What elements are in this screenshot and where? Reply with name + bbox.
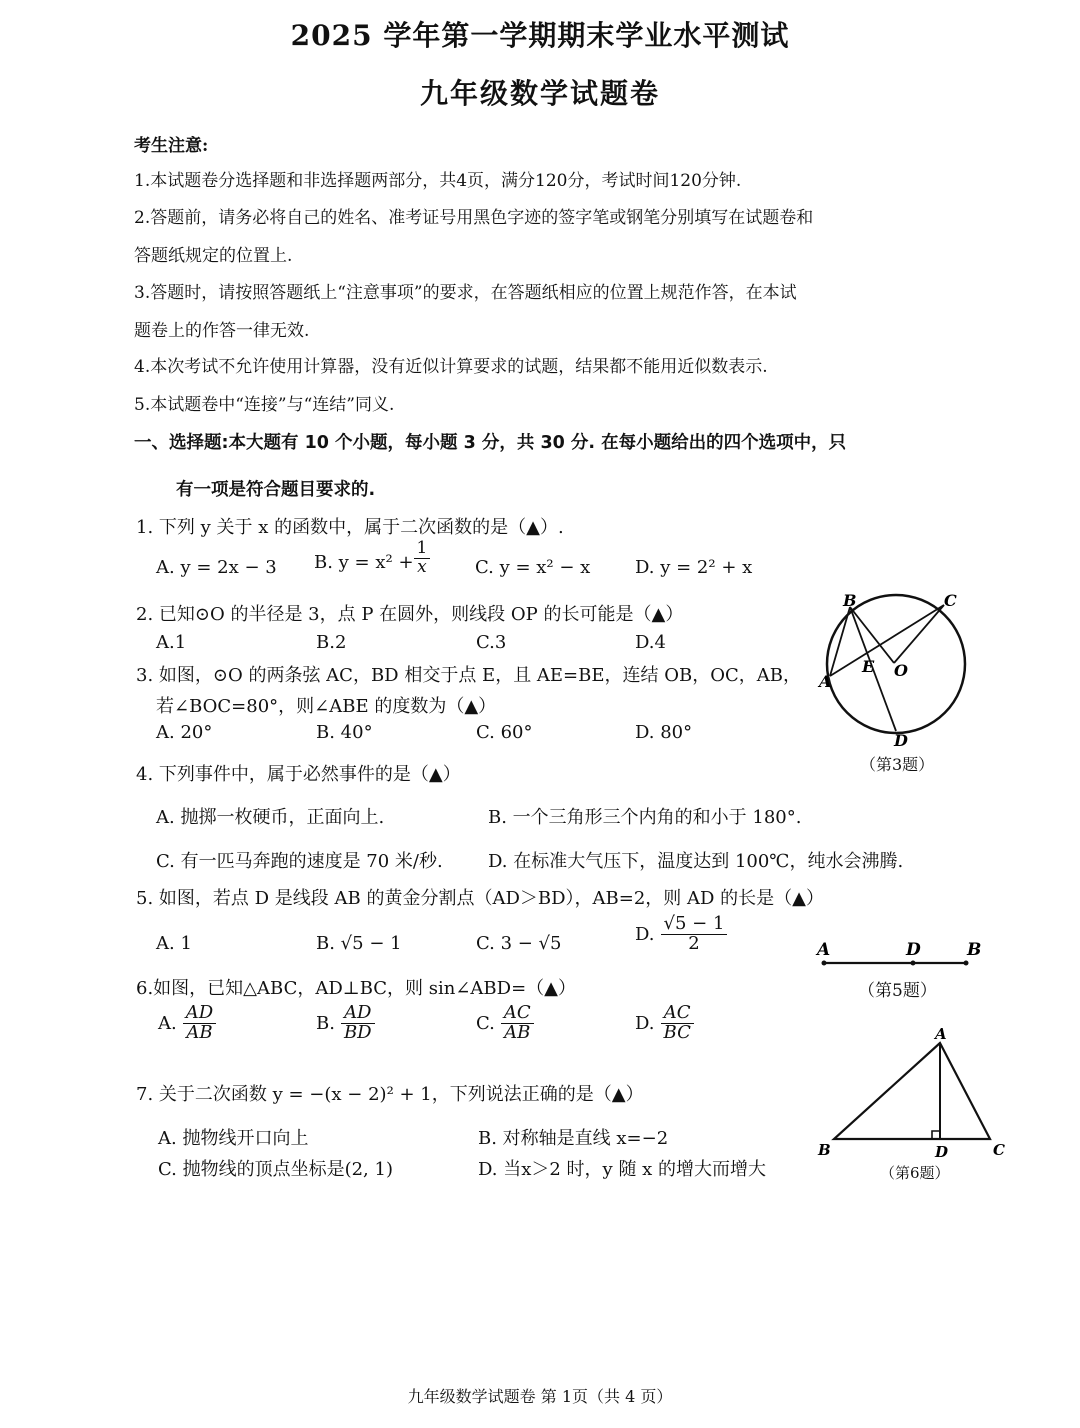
q5-point-a xyxy=(822,961,827,966)
q3-stem-line2: 若∠BOC=80°，则∠ABE 的度数为（▲） xyxy=(156,696,497,717)
q6-option-d xyxy=(635,1004,694,1043)
exam-title: 2025 学年第一学期期末学业水平测试 xyxy=(290,19,790,52)
q2-option-c: C.3 xyxy=(476,632,507,653)
q7-option-d: D. 当x＞2 时，y 随 x 的增大而增大 xyxy=(478,1159,767,1180)
q5-label-a: A xyxy=(817,940,831,960)
q6-option-b-denominator: BD xyxy=(343,1021,372,1043)
q3-label-c: C xyxy=(944,591,957,610)
q5-stem: 5. 如图，若点 D 是线段 AB 的黄金分割点（AD＞BD），AB=2，则 AD 的长是（▲） xyxy=(136,888,825,909)
q5-option-d-prefix: D. xyxy=(635,923,655,945)
q3-label-d: D xyxy=(894,731,908,748)
q1-option-b-denominator: x xyxy=(417,556,427,577)
notice-item: 题卷上的作答一律无效. xyxy=(134,321,310,341)
q5-option-b: B. √5 − 1 xyxy=(316,933,402,954)
q6-option-c-prefix: C. xyxy=(476,1012,495,1034)
q7-option-c: C. 抛物线的顶点坐标是(2, 1) xyxy=(158,1159,393,1180)
q6-option-a xyxy=(158,1004,216,1043)
q4-option-c: C. 有一匹马奔跑的速度是 70 米/秒. xyxy=(156,851,443,872)
q6-label-d: D xyxy=(935,1143,949,1161)
q1-option-b-prefix: B. y = x² + xyxy=(314,551,414,573)
q6-right-angle-mark xyxy=(932,1131,940,1139)
q5-point-b xyxy=(964,961,969,966)
exam-subtitle: 九年级数学试题卷 xyxy=(419,77,660,110)
q1-option-b-numerator: 1 xyxy=(414,540,431,559)
q5-option-a: A. 1 xyxy=(156,933,192,954)
q6-caption: （第6题） xyxy=(880,1164,950,1182)
q6-option-a-prefix: A. xyxy=(158,1012,177,1034)
q6-label-a: A xyxy=(935,1025,947,1043)
q3-segment-oc xyxy=(894,605,944,663)
q6-stem: 6.如图，已知△ABC，AD⊥BC，则 sin∠ABD=（▲） xyxy=(136,978,577,999)
q4-stem: 4. 下列事件中，属于必然事件的是（▲） xyxy=(136,764,461,785)
notice-item: 答题纸规定的位置上. xyxy=(134,246,293,266)
q5-option-d-fraction xyxy=(661,915,728,954)
q5-option-d-denominator: 2 xyxy=(688,932,700,954)
q5-label-b: B xyxy=(967,940,982,960)
q6-option-a-numerator: AD xyxy=(183,1004,216,1024)
q6-option-d-numerator: AC xyxy=(661,1004,694,1024)
q1-option-a: A. y = 2x − 3 xyxy=(156,557,277,578)
q6-option-d-prefix: D. xyxy=(635,1012,655,1034)
notice-item: 5.本试题卷中“连接”与“连结”同义. xyxy=(134,395,395,415)
q1-option-c: C. y = x² − x xyxy=(475,557,591,578)
q7-option-b: B. 对称轴是直线 x=−2 xyxy=(478,1128,669,1149)
q6-option-b xyxy=(316,1004,375,1043)
q2-stem: 2. 已知⊙O 的半径是 3，点 P 在圆外，则线段 OP 的长可能是（▲） xyxy=(136,604,684,625)
q1-option-b xyxy=(314,540,430,577)
q5-option-d xyxy=(635,915,727,954)
q1-option-b-fraction xyxy=(414,540,431,577)
q5-segment-figure xyxy=(810,935,985,975)
q6-option-b-numerator: AD xyxy=(341,1004,374,1024)
q5-option-d-numerator: √5 − 1 xyxy=(661,915,728,935)
q2-option-d: D.4 xyxy=(635,632,666,653)
q7-option-a: A. 抛物线开口向上 xyxy=(158,1128,309,1149)
notice-item: 1.本试题卷分选择题和非选择题两部分，共4页，满分120分，考试时间120分钟. xyxy=(134,171,742,191)
q3-segment-ob xyxy=(850,607,894,663)
q7-stem: 7. 关于二次函数 y = −(x − 2)² + 1，下列说法正确的是（▲） xyxy=(136,1084,644,1105)
q3-stem-line1: 3. 如图，⊙O 的两条弦 AC，BD 相交于点 E，且 AE=BE，连结 OB，OC，AB， xyxy=(136,665,801,686)
q6-label-b: B xyxy=(818,1141,831,1159)
q4-option-b: B. 一个三角形三个内角的和小于 180°. xyxy=(488,807,802,828)
q3-option-a: A. 20° xyxy=(156,722,213,743)
q3-caption: （第3题） xyxy=(860,755,935,774)
q1-option-d: D. y = 2² + x xyxy=(635,557,753,578)
q5-option-c: C. 3 − √5 xyxy=(476,933,562,954)
q3-label-b: B xyxy=(843,591,857,610)
q3-circle-figure xyxy=(810,588,980,748)
section-heading-line1: 一、选择题:本大题有 10 个小题，每小题 3 分，共 30 分. 在每小题给出的四个选项中，只 xyxy=(134,433,847,453)
notice-item: 2.答题前，请务必将自己的姓名、准考证号用黑色字迹的签字笔或钢笔分别填写在试题卷和 xyxy=(134,208,814,228)
q4-option-a: A. 抛掷一枚硬币，正面向上. xyxy=(156,807,385,828)
q3-label-a: A xyxy=(819,672,832,691)
q6-triangle-figure xyxy=(810,1025,1010,1165)
q1-stem: 1. 下列 y 关于 x 的函数中，属于二次函数的是（▲）. xyxy=(136,517,564,538)
q6-option-d-denominator: BC xyxy=(663,1021,691,1043)
q3-label-o: O xyxy=(894,661,908,680)
q3-option-b: B. 40° xyxy=(316,722,373,743)
q5-caption: （第5题） xyxy=(858,981,937,1001)
q3-option-d: D. 80° xyxy=(635,722,693,743)
q6-option-c-numerator: AC xyxy=(501,1004,534,1024)
notice-item: 4.本次考试不允许使用计算器，没有近似计算要求的试题，结果都不能用近似数表示. xyxy=(134,357,768,377)
q3-option-c: C. 60° xyxy=(476,722,533,743)
q6-label-c: C xyxy=(993,1141,1005,1159)
page-footer: 九年级数学试题卷 第 1页（共 4 页） xyxy=(407,1387,673,1406)
q6-triangle-abc xyxy=(834,1043,990,1139)
notice-item: 3.答题时，请按照答题纸上“注意事项”的要求，在答题纸相应的位置上规范作答，在本试 xyxy=(134,283,797,303)
q2-option-a: A.1 xyxy=(156,632,187,653)
q2-option-b: B.2 xyxy=(316,632,347,653)
notice-heading: 考生注意: xyxy=(134,136,209,156)
q5-point-d xyxy=(911,961,916,966)
section-heading-line2: 有一项是符合题目要求的. xyxy=(176,480,376,500)
q6-option-c-denominator: AB xyxy=(504,1021,531,1043)
q6-option-a-denominator: AB xyxy=(186,1021,213,1043)
q6-option-b-prefix: B. xyxy=(316,1012,335,1034)
q3-label-e: E xyxy=(862,657,875,676)
q5-label-d: D xyxy=(906,940,921,960)
q6-option-c xyxy=(476,1004,534,1043)
q4-option-d: D. 在标准大气压下，温度达到 100℃，纯水会沸腾. xyxy=(488,851,904,872)
